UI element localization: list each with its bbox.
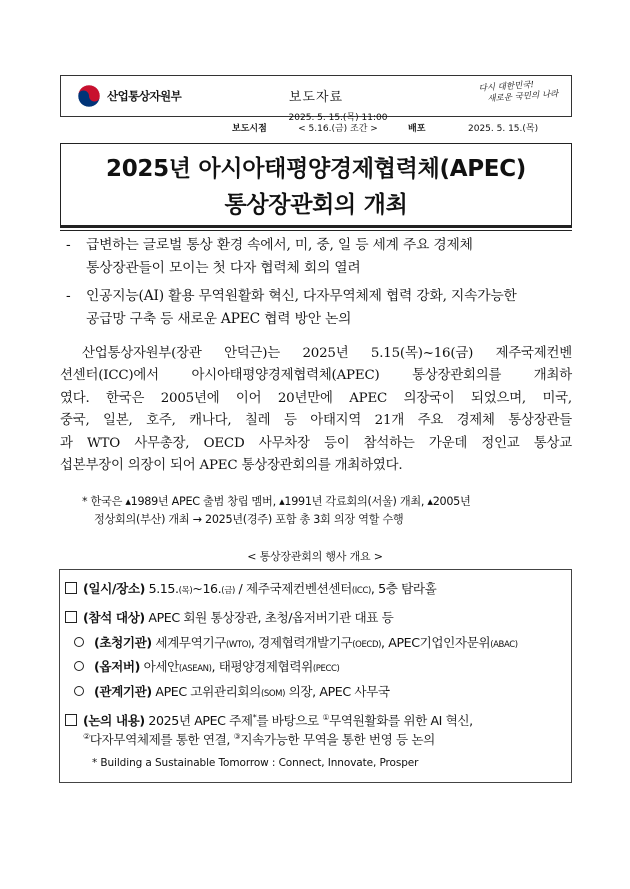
dist-label: 배포: [408, 124, 426, 134]
circle-bullet-icon: [74, 661, 84, 671]
summary-bullet-2: - 인공지능(AI) 활용 무역원활화 혁신, 다자무역체제 협력 강화, 지속가능한 공급망 구축 등 새로운 APEC 협력 방안 논의: [66, 285, 571, 331]
bullet-1-line-1: 급변하는 글로벌 통상 환경 속에서, 미, 중, 일 등 세계 주요 경제체: [86, 237, 473, 253]
slogan-line-1: 다시 대한민국!: [478, 80, 535, 94]
release-time-note: < 5.16.(금) 조간 >: [298, 124, 378, 134]
note-line-1: * 한국은 ▴1989년 APEC 출범 창립 멤버, ▴1991년 각료회의(서울) 개최, ▴2005년: [82, 495, 471, 508]
circle-bullet-icon: [74, 686, 84, 696]
title-line-2: 통상장관회의 개최: [224, 192, 408, 218]
bullet-2-line-2: 공급망 구축 등 새로운 APEC 협력 방안 논의: [86, 311, 352, 327]
bullet-2-line-1: 인공지능(AI) 활용 무역원활화 혁신, 다자무역체제 협력 강화, 지속가능한: [86, 288, 517, 304]
overview-observer: (옵저버) 아세안(ASEAN), 태평양경제협력위(PECC): [65, 656, 339, 675]
bullet-1-line-2: 통상장관들이 모이는 첫 다자 협력체 회의 열려: [86, 260, 361, 276]
square-bullet-icon: [65, 714, 77, 726]
square-bullet-icon: [65, 611, 77, 623]
circle-bullet-icon: [74, 637, 84, 647]
overview-who: (참석 대상) APEC 회원 통상장관, 초청/옵저버기관 대표 등: [65, 607, 393, 626]
release-time-value: 2025. 5. 15.(목) 11:00: [288, 113, 388, 123]
square-bullet-icon: [65, 582, 77, 594]
theme-footnote: * Building a Sustainable Tomorrow : Connect, Innovate, Prosper: [92, 757, 419, 769]
overview-agenda-line-1: (논의 내용) 2025년 APEC 주제*를 바탕으로 ①무역원활화를 위한 AI 혁신,: [65, 710, 473, 729]
body-line: 섭본부장이 의장이 되어 APEC 통상장관회의를 개최하였다.: [60, 458, 403, 474]
overview-related: (관계기관) APEC 고위관리회의(SOM) 의장, APEC 사무국: [65, 681, 390, 700]
overview-when: (일시/장소) 5.15.(목)~16.(금) / 제주국제컨벤션센터(ICC), 5층 탐라홀: [65, 578, 436, 597]
ministry-name: 산업통상자원부: [107, 89, 182, 103]
title-line-1: 2025년 아시아태평양경제협력체(APEC): [105, 156, 526, 182]
body-paragraph: [60, 343, 572, 477]
body-line: 중국, 일본, 호주, 캐나다, 칠레 등 아태지역 21개 주요 경제체 통상장관들: [60, 413, 572, 429]
title-box: [60, 143, 572, 226]
dist-date: 2025. 5. 15.(목): [468, 124, 539, 134]
overview-caption: < 통상장관회의 행사 개요 >: [247, 550, 383, 563]
overview-box: [59, 569, 572, 783]
body-line: 션센터(ICC)에서 아시아태평양경제협력체(APEC) 통상장관회의를 개최하: [60, 368, 572, 384]
overview-invited: (초청기관) 세계무역기구(WTO), 경제협력개발기구(OECD), APEC기업인자문위(ABAC): [65, 632, 518, 651]
overview-agenda-line-2: ②다자무역체제를 통한 연결, ③지속가능한 무역을 통한 번영 등 논의: [83, 731, 435, 747]
doc-kind: 보도자료: [288, 90, 344, 105]
release-label: 보도시점: [232, 124, 267, 134]
body-line: 과 WTO 사무총장, OECD 사무차장 등이 참석하는 가운데 정인교 통상교: [60, 435, 572, 451]
note-line-2: 정상회의(부산) 개최 → 2025년(경주) 포함 총 3회 의장 역할 수행: [94, 513, 404, 526]
body-line: 였다. 한국은 2005년에 이어 20년만에 APEC 의장국이 되었으며, 미국,: [60, 390, 572, 406]
body-line: 산업통상자원부(장관 안덕근)는 2025년 5.15(목)~16(금) 제주국제컨벤: [82, 346, 572, 361]
summary-bullet-1: - 급변하는 글로벌 통상 환경 속에서, 미, 중, 일 등 세계 주요 경제체 통상장관들이 모이는 첫 다자 협력체 회의 열려: [66, 234, 571, 280]
release-time: [283, 113, 393, 135]
header-box: [60, 75, 572, 117]
title-rule-thick: [60, 225, 572, 228]
title-rule-thin: [60, 230, 572, 231]
slogan-line-2: 새로운 국민의 나라: [487, 89, 559, 105]
